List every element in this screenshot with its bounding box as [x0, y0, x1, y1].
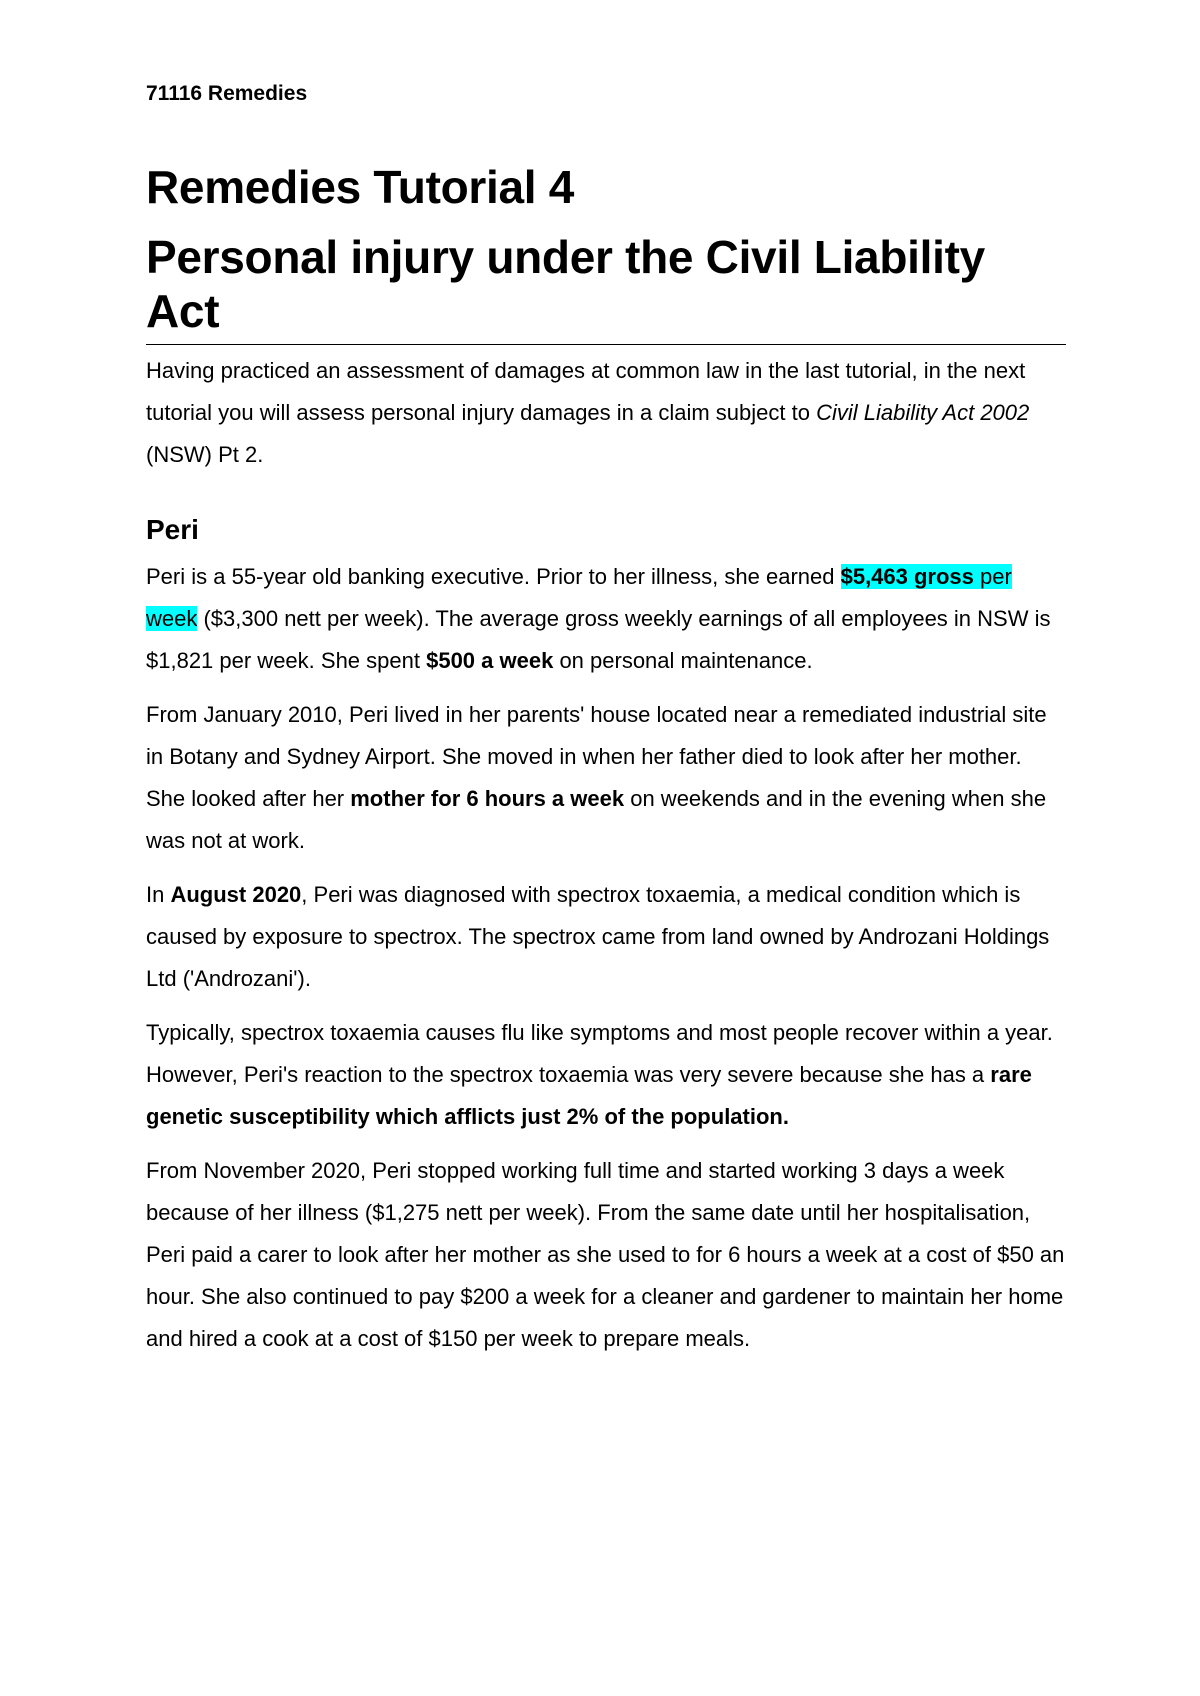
p3-text-1: In: [146, 882, 171, 907]
act-name: Civil Liability Act 2002: [816, 400, 1030, 425]
p1-text-1: Peri is a 55-year old banking executive. Prior to her illness, she earned: [146, 564, 841, 589]
page-title: Remedies Tutorial 4: [146, 161, 575, 213]
maintenance-amount: $500 a week: [426, 648, 554, 673]
p1-text-3: ($3,300 nett per week). The average gross weekly earnings of all employees in NSW is $1,821 per week. She spent: [146, 606, 1051, 673]
highlighted-gross-earnings: $5,463 gross: [840, 564, 974, 589]
care-hours: mother for 6 hours a week: [350, 786, 625, 811]
p3-text-2: , Peri was diagnosed with spectrox toxaemia, a medical condition which is caused by exposure to spectrox. The spectrox came from land owned by Androzani Holdings Ltd ('Androzani').: [146, 882, 1050, 991]
p2-text-1: From January 2010, Peri lived in her parents' house located near a remediated industrial site in Botany and Sydney Airport. She moved in when her father died to look after her mother. She looked after her: [146, 702, 1047, 811]
title-block: [146, 160, 1066, 345]
intro-paragraph: [146, 350, 1066, 476]
paragraph-earnings: [146, 556, 1066, 682]
document-body: [146, 350, 1066, 1372]
paragraph-expenses: From November 2020, Peri stopped working full time and started working 3 days a week because of her illness ($1,275 nett per week). From the same date until her hospitalisation, Peri paid a carer to look after her mother as she used to for 6 hours a week at a cost of $50 an hour. She also continued to pay $200 a week for a cleaner and gardener to maintain her home and hired a cook at a cost of $150 per week to prepare meals.: [146, 1158, 1065, 1351]
diagnosis-date: August 2020: [170, 882, 302, 907]
section-heading: Peri: [146, 514, 199, 545]
genetic-susceptibility: rare genetic susceptibility which afflicts just 2% of the population.: [146, 1062, 1032, 1129]
intro-text-1: Having practiced an assessment of damages at common law in the last tutorial, in the next tutorial you will assess personal injury damages in a claim subject to: [146, 358, 1026, 425]
intro-text-2: (NSW) Pt 2.: [146, 442, 264, 467]
paragraph-residence: [146, 694, 1066, 862]
highlighted-per-week: per week: [146, 564, 1012, 631]
page-subtitle: Personal injury under the Civil Liability Act: [146, 231, 985, 337]
p1-text-4: on personal maintenance.: [553, 648, 813, 673]
p4-text-1: Typically, spectrox toxaemia causes flu like symptoms and most people recover within a year. However, Peri's reaction to the spectrox toxaemia was very severe because she has a: [146, 1020, 1053, 1087]
paragraph-diagnosis: [146, 874, 1066, 1000]
paragraph-susceptibility: [146, 1012, 1066, 1138]
p2-text-2: on weekends and in the evening when she was not at work.: [146, 786, 1047, 853]
course-code: 71116 Remedies: [146, 82, 308, 105]
